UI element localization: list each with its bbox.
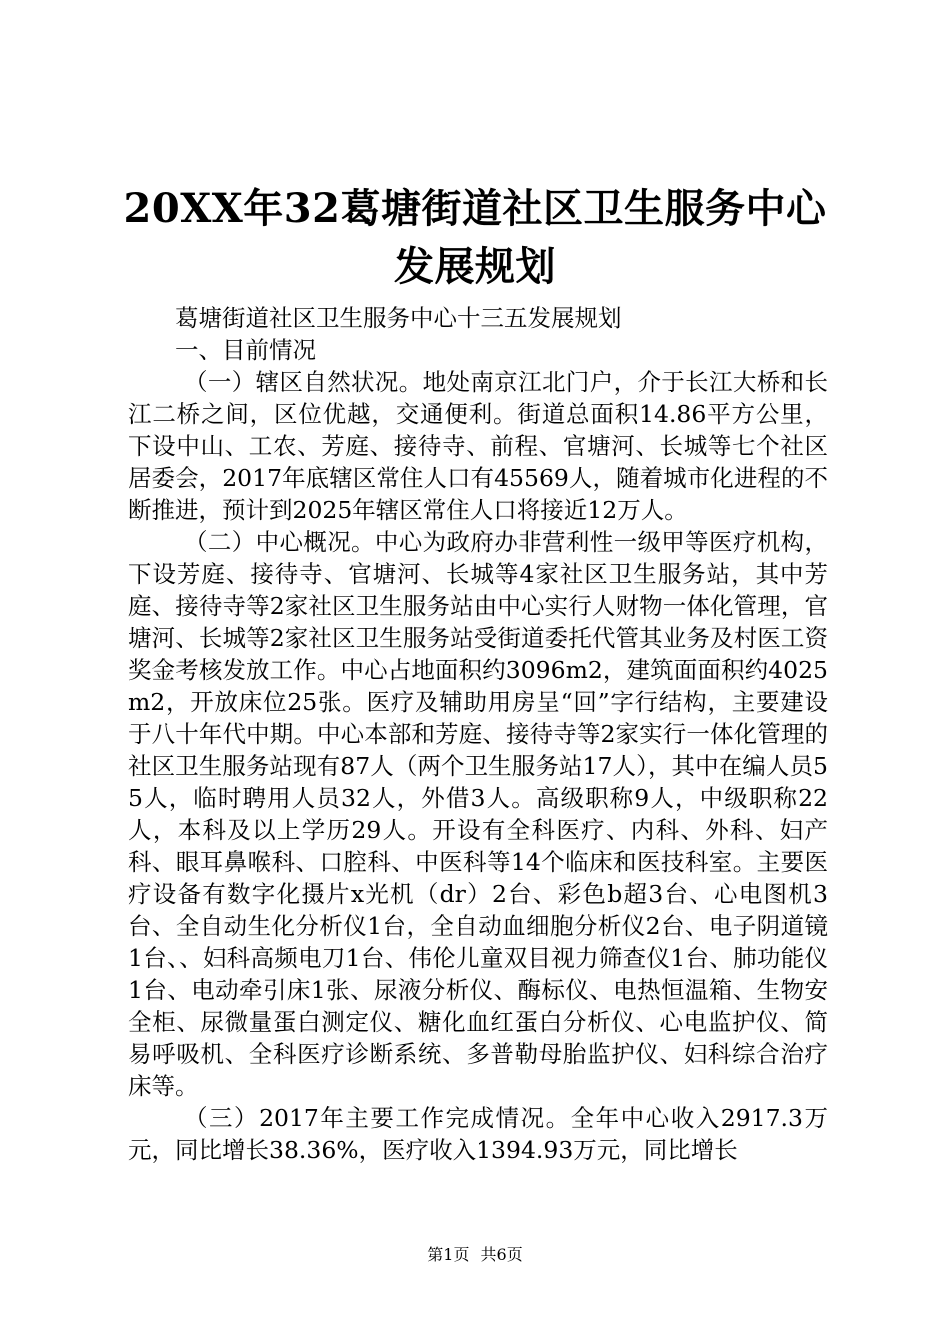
section-heading: 一、目前情况: [175, 336, 316, 364]
paragraph-jurisdiction: （一）辖区自然状况。地处南京江北门户，介于长江大桥和长江二桥之间，区位优越，交通便利。街道总面积14.86平方公里，下设中山、工农、芳庭、接待寺、前程、官塘河、长城等七个社区居委会，2017年底辖区常住人口有45569人，随着城市化进程的不断推进，预计到2025年辖区常住人口将接近12万人。: [128, 368, 828, 524]
page-number: 第1页: [427, 1245, 470, 1264]
page-footer: [0, 1244, 950, 1266]
paragraph-2017-work: （三）2017年主要工作完成情况。全年中心收入2917.3万元，同比增长38.36%，医疗收入1394.93万元，同比增长: [128, 1104, 828, 1164]
subtitle-paragraph: 葛塘街道社区卫生服务中心十三五发展规划: [175, 304, 622, 332]
document-body: [128, 302, 828, 1166]
paragraph-center-overview: （二）中心概况。中心为政府办非营利性一级甲等医疗机构，下设芳庭、接待寺、官塘河、长城等4家社区卫生服务站，其中芳庭、接待寺等2家社区卫生服务站由中心实行人财物一体化管理，官塘河、长城等2家社区卫生服务站受街道委托代管其业务及村医工资奖金考核发放工作。中心占地面积约3096m2，建筑面面积约4025m2，开放床位25张。医疗及辅助用房呈“回”字行结构，主要建设于八十年代中期。中心本部和芳庭、接待寺等2家实行一体化管理的社区卫生服务站现有87人（两个卫生服务站17人），其中在编人员55人，临时聘用人员32人，外借3人。高级职称9人，中级职称22人，本科及以上学历29人。开设有全科医疗、内科、外科、妇产科、眼耳鼻喉科、口腔科、中医科等14个临床和医技科室。主要医疗设备有数字化摄片x光机（dr）2台、彩色b超3台、心电图机3台、全自动生化分析仪1台，全自动血细胞分析仪2台、电子阴道镜1台、、妇科高频电刀1台、伟伦儿童双目视力筛查仪1台、肺功能仪1台、电动牵引床1张、尿液分析仪、酶标仪、电热恒温箱、生物安全柜、尿微量蛋白测定仪、糖化血红蛋白分析仪、心电监护仪、简易呼吸机、全科医疗诊断系统、多普勒母胎监护仪、妇科综合治疗床等。: [128, 528, 828, 1100]
page-total: 共6页: [480, 1245, 523, 1264]
document-title: 20XX年32葛塘街道社区卫生服务中心发展规划: [123, 185, 827, 290]
